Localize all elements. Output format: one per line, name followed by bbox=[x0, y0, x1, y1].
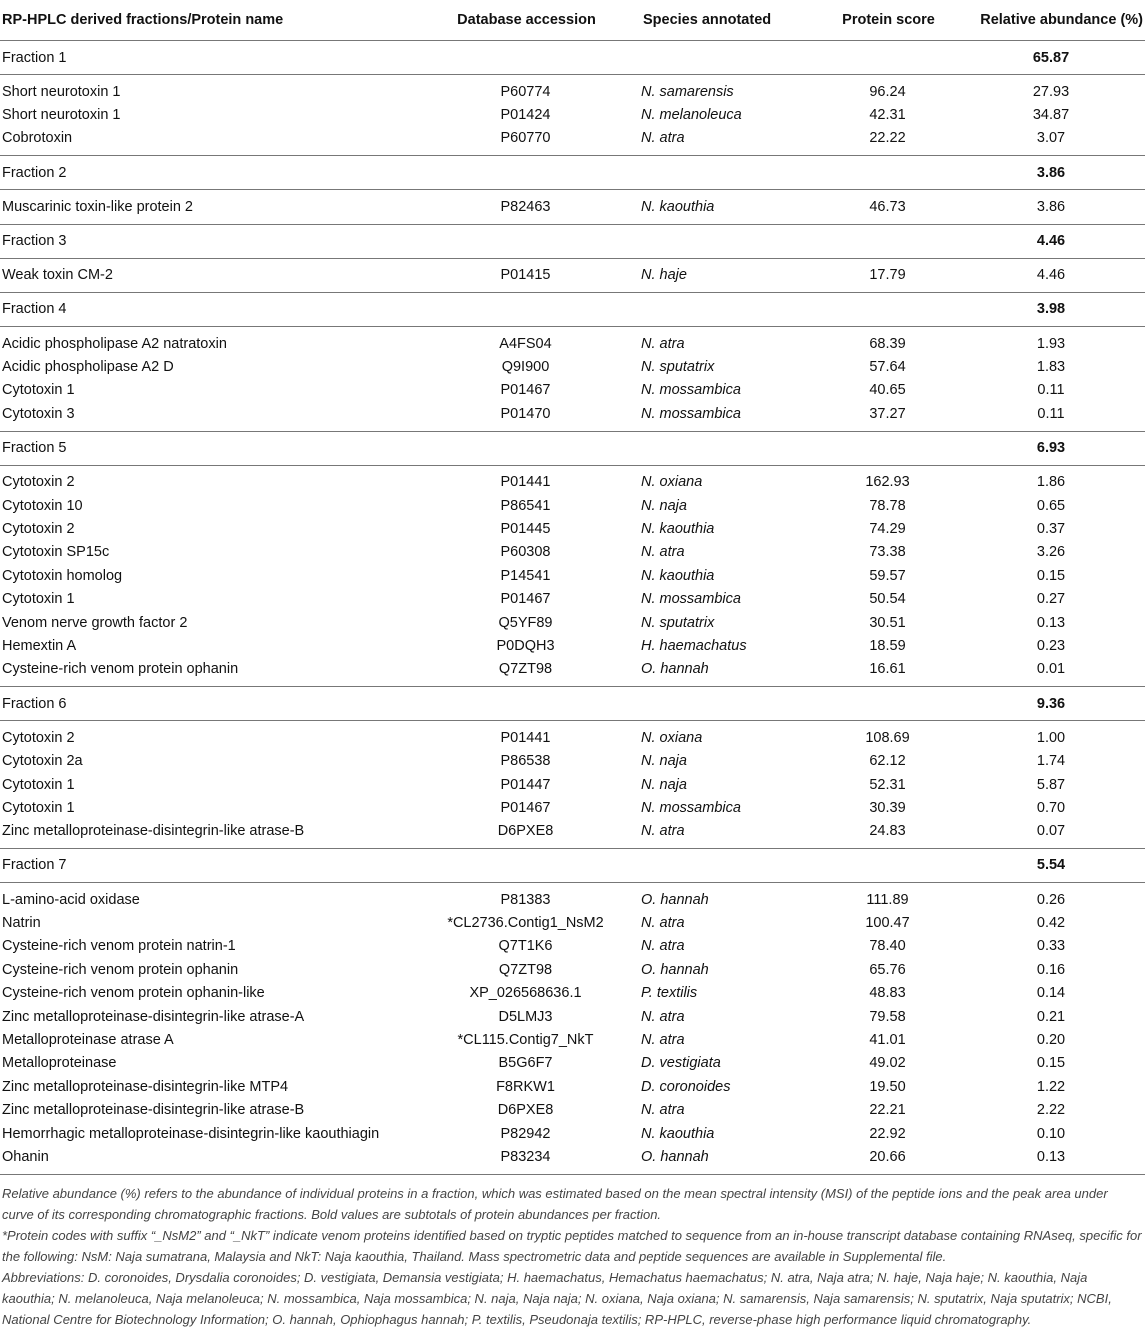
protein-row bbox=[0, 982, 1145, 1005]
accession-cell: P81383 bbox=[500, 891, 551, 908]
protein-row bbox=[0, 611, 1145, 634]
protein-name-cell: Zinc metalloproteinase-disintegrin-like MTP4 bbox=[2, 1078, 289, 1095]
accession-cell: P60774 bbox=[500, 83, 551, 100]
species-cell: N. kaouthia bbox=[641, 567, 715, 584]
relative-abundance-cell: 0.14 bbox=[1036, 985, 1066, 1002]
relative-abundance-cell: 1.00 bbox=[1036, 729, 1066, 746]
protein-row bbox=[0, 911, 1145, 934]
protein-score-cell: 59.57 bbox=[869, 567, 906, 584]
empty-cell bbox=[633, 292, 818, 326]
protein-row bbox=[0, 75, 1145, 104]
empty-cell bbox=[418, 41, 633, 75]
accession-cell: F8RKW1 bbox=[496, 1078, 555, 1095]
accession-cell: B5G6F7 bbox=[498, 1055, 553, 1072]
empty-cell bbox=[418, 292, 633, 326]
protein-name-cell: Metalloproteinase atrase A bbox=[2, 1032, 174, 1049]
accession-cell: P0DQH3 bbox=[496, 637, 555, 654]
relative-abundance-cell: 0.42 bbox=[1036, 915, 1066, 932]
species-cell: O. hannah bbox=[641, 1148, 709, 1165]
relative-abundance-cell: 0.26 bbox=[1036, 891, 1066, 908]
relative-abundance-cell: 0.37 bbox=[1036, 520, 1066, 537]
accession-cell: P01441 bbox=[500, 474, 551, 491]
relative-abundance-cell: 3.86 bbox=[1036, 198, 1066, 215]
protein-name-cell: Cytotoxin 1 bbox=[2, 591, 75, 608]
species-cell: N. naja bbox=[641, 497, 687, 514]
species-cell: N. kaouthia bbox=[641, 1125, 715, 1142]
species-cell: N. atra bbox=[641, 130, 685, 147]
accession-cell: Q7ZT98 bbox=[498, 961, 553, 978]
accession-cell: A4FS04 bbox=[499, 335, 552, 352]
relative-abundance-cell: 3.07 bbox=[1036, 130, 1066, 147]
table-footnotes bbox=[0, 1175, 1145, 1330]
species-cell: P. textilis bbox=[641, 985, 698, 1002]
empty-cell bbox=[818, 224, 957, 258]
relative-abundance-cell: 0.27 bbox=[1036, 591, 1066, 608]
protein-score-cell: 22.22 bbox=[869, 130, 906, 147]
fraction-subtotal: 5.54 bbox=[957, 848, 1145, 882]
accession-cell: *CL2736.Contig1_NsM2 bbox=[447, 915, 604, 932]
species-cell: N. naja bbox=[641, 753, 687, 770]
accession-cell: P01467 bbox=[500, 382, 551, 399]
table-body bbox=[0, 41, 1145, 1175]
protein-row bbox=[0, 541, 1145, 564]
species-cell: N. sputatrix bbox=[641, 359, 715, 376]
accession-cell: P82942 bbox=[500, 1125, 551, 1142]
protein-row bbox=[0, 1075, 1145, 1098]
fraction-row bbox=[0, 292, 1145, 326]
protein-score-cell: 40.65 bbox=[869, 382, 906, 399]
protein-row bbox=[0, 379, 1145, 402]
protein-name-cell: Hemorrhagic metalloproteinase-disintegrin-like kaouthiagin bbox=[2, 1125, 380, 1142]
protein-row bbox=[0, 820, 1145, 849]
protein-row bbox=[0, 1005, 1145, 1028]
accession-cell: Q7T1K6 bbox=[498, 938, 553, 955]
species-cell: N. mossambica bbox=[641, 799, 741, 816]
species-cell: N. melanoleuca bbox=[641, 107, 742, 124]
protein-row bbox=[0, 773, 1145, 796]
protein-name-cell: Cysteine-rich venom protein ophanin-like bbox=[2, 985, 265, 1002]
species-cell: N. samarensis bbox=[641, 83, 734, 100]
protein-name-cell: Cysteine-rich venom protein natrin-1 bbox=[2, 938, 236, 955]
protein-name-cell: Cobrotoxin bbox=[2, 130, 73, 147]
protein-row bbox=[0, 103, 1145, 126]
accession-cell: P01441 bbox=[500, 729, 551, 746]
accession-cell: Q9I900 bbox=[501, 359, 550, 376]
protein-row bbox=[0, 564, 1145, 587]
fraction-subtotal: 3.98 bbox=[957, 292, 1145, 326]
species-cell: O. hannah bbox=[641, 661, 709, 678]
empty-cell bbox=[818, 41, 957, 75]
species-cell: H. haemachatus bbox=[641, 637, 747, 654]
protein-name-cell: Cytotoxin 2a bbox=[2, 753, 83, 770]
protein-score-cell: 79.58 bbox=[869, 1008, 906, 1025]
fraction-row bbox=[0, 41, 1145, 75]
fraction-subtotal: 6.93 bbox=[957, 431, 1145, 465]
fraction-label: Fraction 4 bbox=[0, 292, 418, 326]
protein-score-cell: 49.02 bbox=[869, 1055, 906, 1072]
relative-abundance-cell: 0.33 bbox=[1036, 938, 1066, 955]
protein-row bbox=[0, 658, 1145, 687]
accession-cell: P01467 bbox=[500, 591, 551, 608]
protein-row bbox=[0, 402, 1145, 431]
protein-score-cell: 30.51 bbox=[869, 614, 906, 631]
protein-score-cell: 68.39 bbox=[869, 335, 906, 352]
species-cell: N. atra bbox=[641, 1102, 685, 1119]
relative-abundance-cell: 0.15 bbox=[1036, 1055, 1066, 1072]
species-cell: D. coronoides bbox=[641, 1078, 731, 1095]
protein-name-cell: Cytotoxin 1 bbox=[2, 776, 75, 793]
relative-abundance-cell: 4.46 bbox=[1036, 267, 1066, 284]
protein-name-cell: Muscarinic toxin-like protein 2 bbox=[2, 198, 193, 215]
protein-name-cell: L-amino-acid oxidase bbox=[2, 891, 140, 908]
relative-abundance-cell: 1.86 bbox=[1036, 474, 1066, 491]
protein-name-cell: Short neurotoxin 1 bbox=[2, 107, 121, 124]
relative-abundance-cell: 2.22 bbox=[1036, 1102, 1066, 1119]
protein-score-cell: 74.29 bbox=[869, 520, 906, 537]
species-cell: N. atra bbox=[641, 938, 685, 955]
fraction-label: Fraction 1 bbox=[0, 41, 418, 75]
relative-abundance-cell: 0.20 bbox=[1036, 1032, 1066, 1049]
protein-name-cell: Cytotoxin 1 bbox=[2, 799, 75, 816]
protein-score-cell: 37.27 bbox=[869, 405, 906, 422]
empty-cell bbox=[633, 224, 818, 258]
protein-name-cell: Ohanin bbox=[2, 1148, 49, 1165]
relative-abundance-cell: 0.11 bbox=[1037, 382, 1065, 399]
protein-score-cell: 17.79 bbox=[869, 267, 906, 284]
fraction-row bbox=[0, 431, 1145, 465]
accession-cell: P01424 bbox=[500, 107, 551, 124]
protein-name-cell: Cytotoxin 10 bbox=[2, 497, 83, 514]
fraction-subtotal: 3.86 bbox=[957, 156, 1145, 190]
protein-score-cell: 46.73 bbox=[869, 198, 906, 215]
accession-cell: P82463 bbox=[500, 198, 551, 215]
fraction-label: Fraction 3 bbox=[0, 224, 418, 258]
protein-score-cell: 24.83 bbox=[869, 823, 906, 840]
species-cell: N. mossambica bbox=[641, 382, 741, 399]
empty-cell bbox=[418, 687, 633, 721]
protein-row bbox=[0, 326, 1145, 355]
empty-cell bbox=[633, 687, 818, 721]
protein-score-cell: 100.47 bbox=[865, 915, 910, 932]
accession-cell: P01447 bbox=[500, 776, 551, 793]
accession-cell: P86541 bbox=[500, 497, 551, 514]
empty-cell bbox=[818, 292, 957, 326]
protein-name-cell: Hemextin A bbox=[2, 637, 77, 654]
footnote-abbreviations: Abbreviations: D. coronoides, Drysdalia coronoides; D. vestigiata, Demansia vestigiata; H. haemachatus, Hemachatus haemachatus; N. atra, Naja atra; N. haje, Naja haje; N. kaouthia, Naja kaouthia; N. melanoleuca, Naja melanoleuca; N. mossambica, Naja mossambica; N. naja, Naja naja; N. oxiana, Naja oxiana; N. samarensis, Naja samarensis; N. sputatrix, Naja sputatrix; NCBI, National Centre for Biotechnology Information; O. hannah, Ophiophagus hannah; P. textilis, Pseudonaja textilis; RP-HPLC, reverse-phase high performance liquid chromatography. bbox=[2, 1269, 1112, 1327]
accession-cell: *CL115.Contig7_NkT bbox=[457, 1032, 594, 1049]
empty-cell bbox=[633, 431, 818, 465]
protein-name-cell: Cysteine-rich venom protein ophanin bbox=[2, 961, 239, 978]
table-header bbox=[0, 0, 1145, 41]
empty-cell bbox=[818, 431, 957, 465]
species-cell: N. atra bbox=[641, 1008, 685, 1025]
protein-row bbox=[0, 190, 1145, 224]
species-cell: N. atra bbox=[641, 915, 685, 932]
protein-row bbox=[0, 258, 1145, 292]
accession-cell: XP_026568636.1 bbox=[469, 985, 582, 1002]
relative-abundance-cell: 0.13 bbox=[1036, 1148, 1066, 1165]
protein-score-cell: 65.76 bbox=[869, 961, 906, 978]
empty-cell bbox=[418, 431, 633, 465]
protein-score-cell: 48.83 bbox=[869, 985, 906, 1002]
accession-cell: P01470 bbox=[500, 405, 551, 422]
header-protein-name: RP-HPLC derived fractions/Protein name bbox=[0, 0, 418, 41]
relative-abundance-cell: 5.87 bbox=[1036, 776, 1066, 793]
empty-cell bbox=[633, 156, 818, 190]
fraction-label: Fraction 5 bbox=[0, 431, 418, 465]
relative-abundance-cell: 0.10 bbox=[1036, 1125, 1066, 1142]
accession-cell: P60770 bbox=[500, 130, 551, 147]
accession-cell: P86538 bbox=[500, 753, 551, 770]
protein-score-cell: 41.01 bbox=[869, 1032, 906, 1049]
relative-abundance-cell: 0.13 bbox=[1036, 614, 1066, 631]
accession-cell: Q7ZT98 bbox=[498, 661, 553, 678]
relative-abundance-cell: 0.15 bbox=[1036, 567, 1066, 584]
protein-name-cell: Cytotoxin 1 bbox=[2, 382, 75, 399]
protein-score-cell: 20.66 bbox=[869, 1148, 906, 1165]
species-cell: O. hannah bbox=[641, 891, 709, 908]
protein-name-cell: Acidic phospholipase A2 natratoxin bbox=[2, 335, 227, 352]
protein-score-cell: 78.40 bbox=[869, 938, 906, 955]
protein-row bbox=[0, 749, 1145, 772]
protein-row bbox=[0, 1145, 1145, 1173]
fraction-row bbox=[0, 848, 1145, 882]
relative-abundance-cell: 34.87 bbox=[1032, 107, 1070, 124]
protein-row bbox=[0, 634, 1145, 657]
empty-cell bbox=[818, 687, 957, 721]
empty-cell bbox=[633, 41, 818, 75]
accession-cell: D5LMJ3 bbox=[498, 1008, 553, 1025]
accession-cell: D6PXE8 bbox=[497, 823, 554, 840]
relative-abundance-cell: 0.21 bbox=[1036, 1008, 1066, 1025]
relative-abundance-cell: 0.07 bbox=[1036, 823, 1066, 840]
protein-score-cell: 162.93 bbox=[865, 474, 910, 491]
protein-row bbox=[0, 1099, 1145, 1122]
footnote-protein-codes: *Protein codes with suffix “_NsM2” and “_NkT” indicate venom proteins identified based on tryptic peptides matched to sequence from an in-house transcript database containing RNAseq, specific for the following: NsM: Naja sumatrana, Malaysia and NkT: Naja kaouthia, Thailand. Mass spectrometric data and peptide sequences are available in Supplemental file. bbox=[2, 1227, 1142, 1264]
relative-abundance-cell: 0.70 bbox=[1036, 799, 1066, 816]
relative-abundance-cell: 0.11 bbox=[1037, 405, 1065, 422]
footnote-relative-abundance: Relative abundance (%) refers to the abundance of individual proteins in a fraction, which was estimated based on the mean spectral intensity (MSI) of the peptide ions and the peak area under curve of its corresponding chromatographic fractions. Bold values are subtotals of protein abundances per fraction. bbox=[2, 1185, 1108, 1222]
species-cell: N. atra bbox=[641, 1032, 685, 1049]
species-cell: N. atra bbox=[641, 544, 685, 561]
protein-row bbox=[0, 721, 1145, 750]
protein-name-cell: Zinc metalloproteinase-disintegrin-like atrase-B bbox=[2, 1102, 305, 1119]
protein-row bbox=[0, 935, 1145, 958]
protein-name-cell: Cytotoxin SP15c bbox=[2, 544, 110, 561]
protein-name-cell: Zinc metalloproteinase-disintegrin-like atrase-A bbox=[2, 1008, 305, 1025]
species-cell: D. vestigiata bbox=[641, 1055, 721, 1072]
relative-abundance-cell: 1.74 bbox=[1036, 753, 1066, 770]
protein-row bbox=[0, 1028, 1145, 1051]
protein-name-cell: Metalloproteinase bbox=[2, 1055, 117, 1072]
protein-name-cell: Cytotoxin 2 bbox=[2, 729, 75, 746]
relative-abundance-cell: 0.65 bbox=[1036, 497, 1066, 514]
accession-cell: P01415 bbox=[500, 267, 551, 284]
header-relative-abundance: Relative abundance (%) bbox=[957, 0, 1145, 41]
relative-abundance-cell: 1.22 bbox=[1036, 1078, 1066, 1095]
species-cell: N. atra bbox=[641, 823, 685, 840]
fraction-label: Fraction 7 bbox=[0, 848, 418, 882]
protein-name-cell: Cysteine-rich venom protein ophanin bbox=[2, 661, 239, 678]
protein-name-cell: Cytotoxin 3 bbox=[2, 405, 75, 422]
relative-abundance-cell: 1.83 bbox=[1036, 359, 1066, 376]
protein-score-cell: 22.21 bbox=[869, 1102, 906, 1119]
species-cell: N. mossambica bbox=[641, 405, 741, 422]
accession-cell: P60308 bbox=[500, 544, 551, 561]
relative-abundance-cell: 3.26 bbox=[1036, 544, 1066, 561]
protein-name-cell: Natrin bbox=[2, 915, 41, 932]
protein-score-cell: 111.89 bbox=[866, 891, 909, 908]
header-species-annotated: Species annotated bbox=[633, 0, 818, 41]
protein-score-cell: 57.64 bbox=[869, 359, 906, 376]
header-protein-score: Protein score bbox=[818, 0, 957, 41]
protein-score-cell: 19.50 bbox=[869, 1078, 906, 1095]
relative-abundance-cell: 0.01 bbox=[1036, 661, 1066, 678]
protein-score-cell: 22.92 bbox=[869, 1125, 906, 1142]
protein-row bbox=[0, 796, 1145, 819]
empty-cell bbox=[418, 848, 633, 882]
accession-cell: P14541 bbox=[500, 567, 551, 584]
fraction-row bbox=[0, 687, 1145, 721]
protein-row bbox=[0, 494, 1145, 517]
protein-score-cell: 96.24 bbox=[869, 83, 906, 100]
species-cell: N. mossambica bbox=[641, 591, 741, 608]
protein-row bbox=[0, 587, 1145, 610]
species-cell: N. kaouthia bbox=[641, 520, 715, 537]
relative-abundance-cell: 27.93 bbox=[1032, 83, 1070, 100]
protein-score-cell: 108.69 bbox=[865, 729, 910, 746]
protein-score-cell: 52.31 bbox=[869, 776, 906, 793]
species-cell: O. hannah bbox=[641, 961, 709, 978]
species-cell: N. sputatrix bbox=[641, 614, 715, 631]
fraction-subtotal: 65.87 bbox=[957, 41, 1145, 75]
species-cell: N. oxiana bbox=[641, 729, 703, 746]
fraction-subtotal: 4.46 bbox=[957, 224, 1145, 258]
protein-score-cell: 42.31 bbox=[869, 107, 906, 124]
fraction-subtotal: 9.36 bbox=[957, 687, 1145, 721]
accession-cell: P83234 bbox=[500, 1148, 551, 1165]
relative-abundance-cell: 1.93 bbox=[1036, 335, 1066, 352]
protein-name-cell: Cytotoxin 2 bbox=[2, 474, 75, 491]
accession-cell: P01445 bbox=[500, 520, 551, 537]
protein-name-cell: Short neurotoxin 1 bbox=[2, 83, 121, 100]
protein-name-cell: Venom nerve growth factor 2 bbox=[2, 614, 188, 631]
protein-name-cell: Cytotoxin homolog bbox=[2, 567, 123, 584]
header-database-accession: Database accession bbox=[418, 0, 633, 41]
fraction-row bbox=[0, 156, 1145, 190]
protein-name-cell: Cytotoxin 2 bbox=[2, 520, 75, 537]
species-cell: N. oxiana bbox=[641, 474, 703, 491]
protein-score-cell: 78.78 bbox=[869, 497, 906, 514]
accession-cell: D6PXE8 bbox=[497, 1102, 554, 1119]
species-cell: N. kaouthia bbox=[641, 198, 715, 215]
protein-name-cell: Acidic phospholipase A2 D bbox=[2, 359, 174, 376]
protein-score-cell: 18.59 bbox=[869, 637, 906, 654]
fraction-label: Fraction 6 bbox=[0, 687, 418, 721]
empty-cell bbox=[418, 156, 633, 190]
fraction-label: Fraction 2 bbox=[0, 156, 418, 190]
empty-cell bbox=[633, 848, 818, 882]
species-cell: N. naja bbox=[641, 776, 687, 793]
species-cell: N. atra bbox=[641, 335, 685, 352]
protein-name-cell: Zinc metalloproteinase-disintegrin-like atrase-B bbox=[2, 823, 305, 840]
protein-row bbox=[0, 1122, 1145, 1145]
protein-score-cell: 62.12 bbox=[869, 753, 906, 770]
protein-row bbox=[0, 1052, 1145, 1075]
protein-row bbox=[0, 127, 1145, 156]
species-cell: N. haje bbox=[641, 267, 687, 284]
relative-abundance-cell: 0.16 bbox=[1036, 961, 1066, 978]
protein-score-cell: 30.39 bbox=[869, 799, 906, 816]
protein-name-cell: Weak toxin CM-2 bbox=[2, 267, 113, 284]
empty-cell bbox=[818, 848, 957, 882]
accession-cell: P01467 bbox=[500, 799, 551, 816]
relative-abundance-cell: 0.23 bbox=[1036, 637, 1066, 654]
empty-cell bbox=[818, 156, 957, 190]
protein-score-cell: 50.54 bbox=[869, 591, 906, 608]
accession-cell: Q5YF89 bbox=[498, 614, 553, 631]
empty-cell bbox=[418, 224, 633, 258]
protein-row bbox=[0, 882, 1145, 911]
fraction-row bbox=[0, 224, 1145, 258]
protein-row bbox=[0, 517, 1145, 540]
protein-row bbox=[0, 958, 1145, 981]
protein-row bbox=[0, 465, 1145, 494]
protein-score-cell: 73.38 bbox=[869, 544, 906, 561]
protein-row bbox=[0, 355, 1145, 378]
protein-score-cell: 16.61 bbox=[869, 661, 906, 678]
